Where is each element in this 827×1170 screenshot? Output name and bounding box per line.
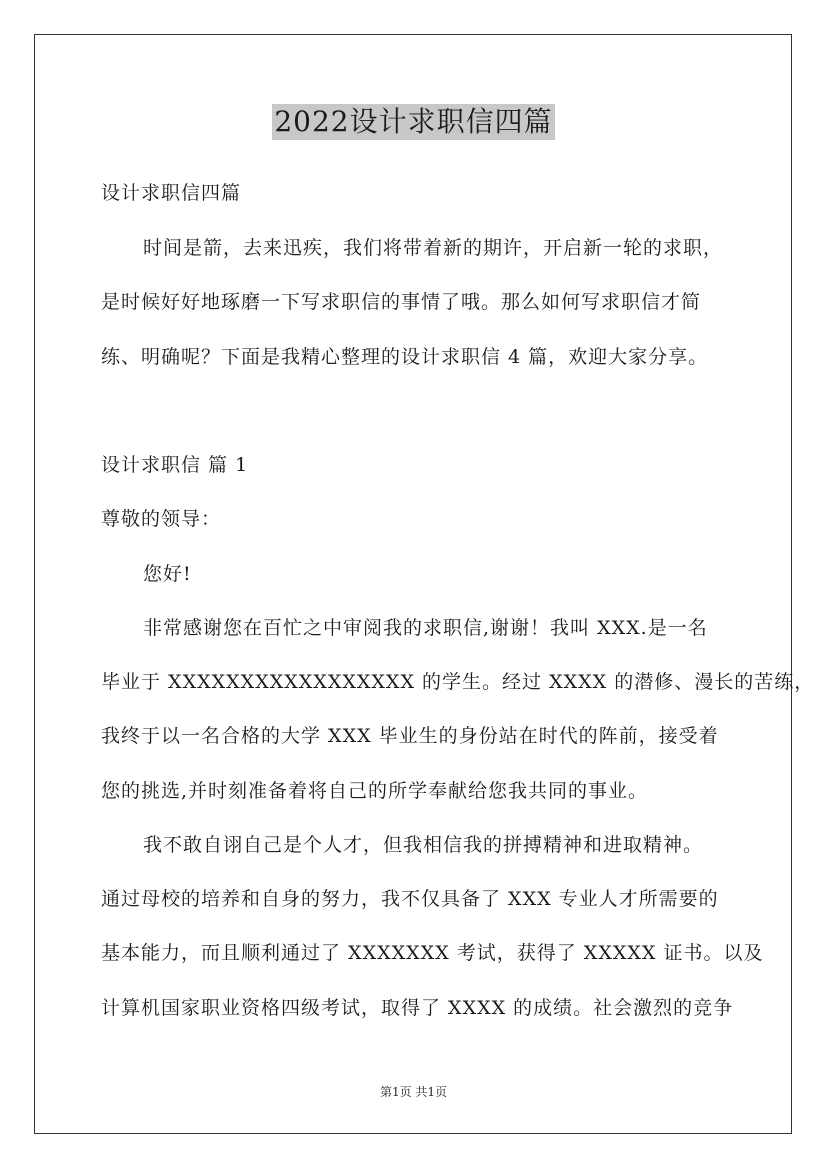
paragraph-line: 基本能力，而且顺利通过了 XXXXXXX 考试，获得了 XXXXX 证书。以及 (101, 942, 764, 964)
paragraph-line: 您的挑选,并时刻准备着将自己的所学奉献给您我共同的事业。 (101, 780, 649, 802)
title-container (0, 104, 827, 140)
greeting: 您好! (143, 563, 192, 585)
intro-line: 练、明确呢？下面是我精心整理的设计求职信 4 篇，欢迎大家分享。 (101, 346, 709, 368)
document-subtitle: 设计求职信四篇 (101, 182, 242, 204)
intro-line: 是时候好好地琢磨一下写求职信的事情了哦。那么如何写求职信才简 (101, 291, 702, 313)
paragraph-line: 非常感谢您在百忙之中审阅我的求职信,谢谢！我叫 XXX.是一名 (143, 617, 708, 639)
page-footer: 第1页 共1页 (379, 1085, 448, 1099)
salutation: 尊敬的领导： (101, 508, 222, 530)
document-title: 2022设计求职信四篇 (274, 105, 553, 138)
section-heading: 设计求职信 篇 1 (101, 454, 249, 476)
intro-line: 时间是箭，去来迅疾，我们将带着新的期许，开启新一轮的求职， (143, 237, 724, 259)
paragraph-line: 毕业于 XXXXXXXXXXXXXXXXX 的学生。经过 XXXX 的潜修、漫长的苦练， (101, 671, 815, 693)
paragraph-line: 我不敢自诩自己是个人才，但我相信我的拼搏精神和进取精神。 (143, 834, 704, 856)
paragraph-line: 通过母校的培养和自身的努力，我不仅具备了 XXX 专业人才所需要的 (101, 888, 719, 910)
paragraph-line: 计算机国家职业资格四级考试，取得了 XXXX 的成绩。社会激烈的竞争 (101, 997, 734, 1019)
paragraph-line: 我终于以一名合格的大学 XXX 毕业生的身份站在时代的阵前，接受着 (101, 725, 719, 747)
